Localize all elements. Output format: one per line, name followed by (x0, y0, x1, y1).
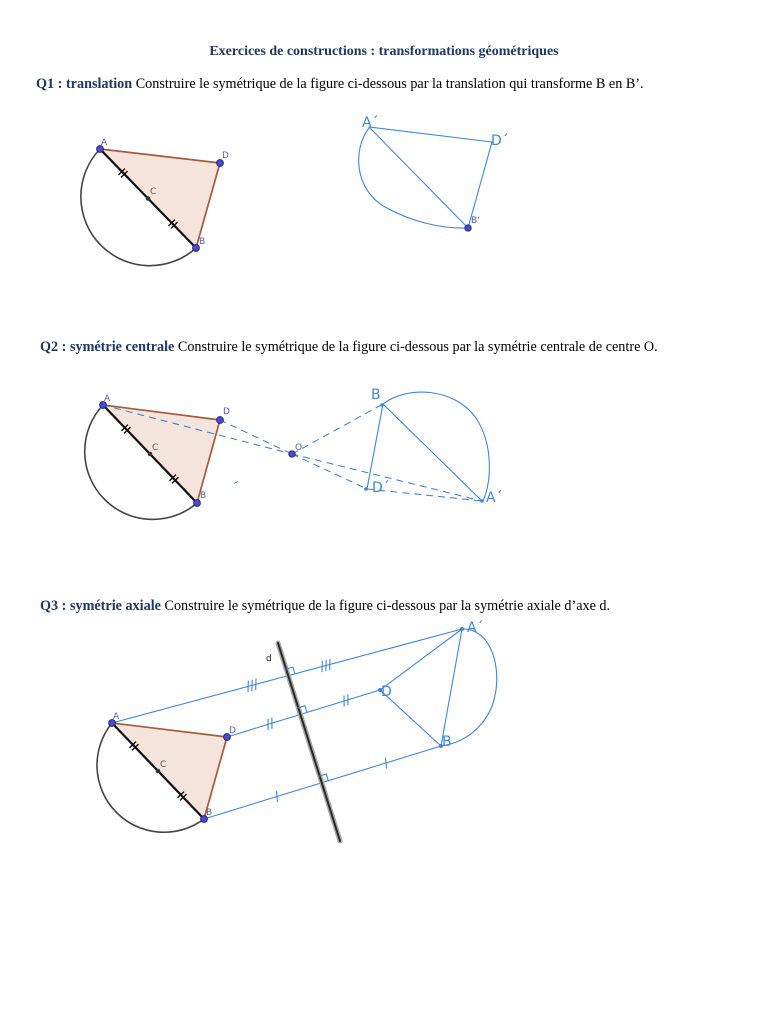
image-arc (359, 128, 468, 228)
label-a: A (101, 138, 108, 148)
point-d-image (364, 487, 368, 491)
question-3-label: Q3 : symétrie axiale (40, 598, 161, 614)
point-a-image (480, 499, 484, 503)
axis-label: d (266, 654, 272, 664)
question-1-label: Q1 : translation (36, 76, 133, 92)
figure-q3 (97, 620, 497, 841)
axis-line (278, 643, 340, 841)
label-d: D (222, 151, 229, 161)
dash-fragment-b-o (235, 482, 238, 484)
label-a-image: A´ (467, 620, 484, 636)
label-b: B (199, 237, 206, 247)
label-b: B (200, 491, 207, 501)
dashed-line-o-b-image (292, 404, 383, 454)
image-segment-ab (369, 127, 468, 228)
label-d-image: D´ (372, 480, 390, 496)
label-b: B (206, 808, 213, 818)
translated-figure-q1 (359, 115, 509, 231)
label-a: A (113, 712, 120, 722)
label-b-image: B' (471, 216, 480, 226)
image-segment-ad (380, 629, 462, 690)
label-a: A (104, 394, 111, 404)
figure-q1 (81, 115, 509, 266)
question-2-label: Q2 : symétrie centrale (40, 339, 175, 355)
label-a-image: A´ (362, 115, 379, 131)
dashed-line-d-o (220, 420, 292, 454)
question-2-text: Construire le symétrique de la figure ci-dessous par la symétrie centrale de centre O. (177, 339, 658, 355)
axis-d (266, 643, 340, 841)
point-b-image (380, 403, 384, 407)
image-segment-ba (383, 404, 482, 501)
label-b-image: B (371, 387, 381, 403)
construction-lines-q3 (112, 629, 462, 819)
tick-mark (269, 718, 275, 728)
triangle-adb (100, 149, 220, 248)
label-c: C (152, 443, 159, 453)
image-segment-ad (369, 127, 492, 142)
label-o-center: O (295, 443, 303, 453)
label-b-image: B (442, 734, 452, 750)
triangle-adb (112, 723, 227, 819)
label-d: D (223, 407, 230, 417)
point-a-image (460, 627, 464, 631)
dashed-line-o-d-image (292, 454, 367, 489)
label-a-image: A´ (486, 490, 503, 506)
label-c: C (150, 187, 157, 197)
image-segment-bd (367, 404, 383, 489)
label-d-image: D´ (491, 133, 509, 149)
label-c: C (160, 760, 167, 770)
tick-mark (265, 719, 271, 729)
label-d-image: D (381, 684, 392, 700)
symmetric-figure-q2 (364, 387, 502, 506)
figure-q2 (85, 387, 503, 519)
page-title: Exercices de constructions : transformations géométriques (209, 44, 559, 59)
tick-mark (345, 695, 351, 705)
question-1-text: Construire le symétrique de la figure ci-dessous par la translation qui transforme B en B’. (135, 76, 644, 92)
question-3-text: Construire le symétrique de la figure ci-dessous par la symétrie axiale d’axe d. (164, 598, 611, 614)
image-segment-ab (441, 629, 462, 746)
image-arc (383, 392, 489, 501)
tick-mark (341, 696, 347, 706)
point-d (217, 417, 224, 424)
label-d: D (229, 726, 236, 736)
image-arc (441, 629, 497, 746)
original-figure-q1 (81, 138, 229, 266)
symmetric-figure-q3 (378, 620, 497, 750)
